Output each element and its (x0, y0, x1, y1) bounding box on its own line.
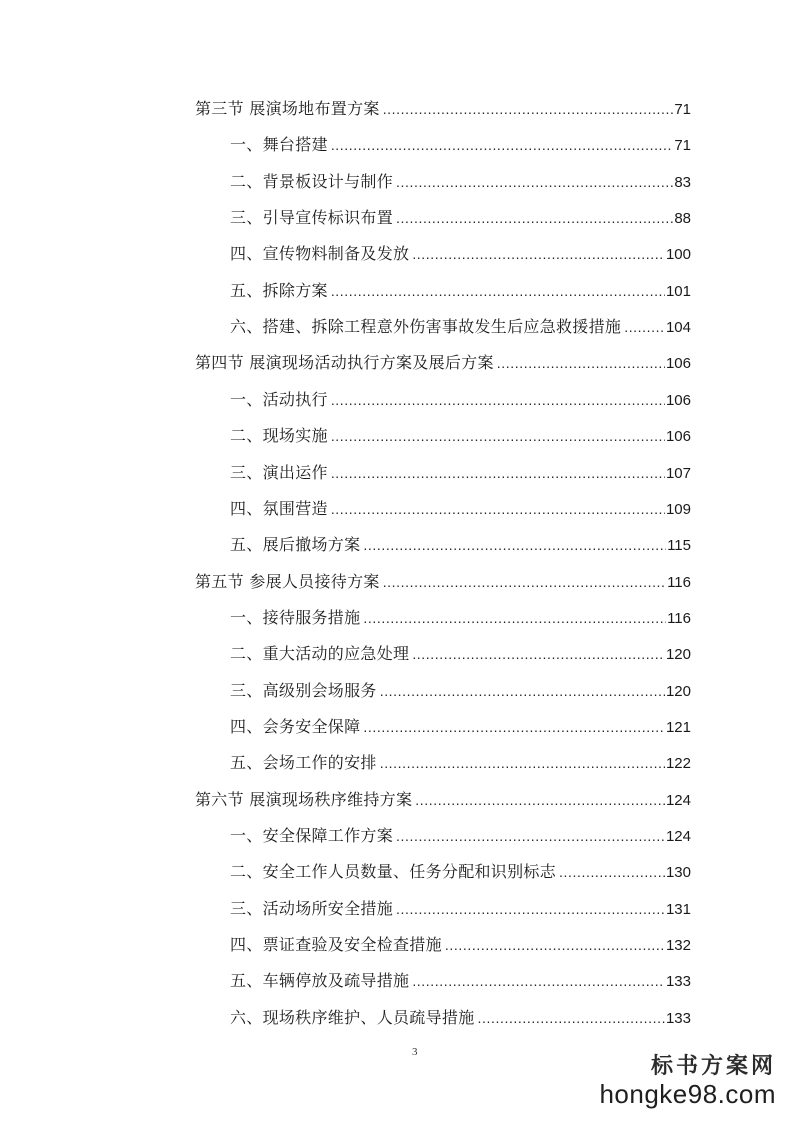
toc-subsection-entry[interactable] (230, 244, 691, 264)
toc-entry-page: 100 (665, 246, 691, 264)
toc-subsection-entry[interactable] (230, 208, 691, 228)
toc-dot-leader (380, 681, 665, 701)
toc-entry-page: 106 (665, 355, 691, 373)
watermark-logo (599, 1053, 776, 1109)
toc-subsection-entry[interactable] (230, 426, 691, 446)
toc-dot-leader (412, 244, 665, 264)
toc-entry-page: 124 (665, 828, 691, 845)
toc-dot-leader (559, 862, 665, 882)
toc-entry-page: 88 (674, 210, 691, 228)
toc-dot-leader (497, 353, 665, 373)
toc-entry-title: 五、展后撤场方案 (230, 535, 361, 555)
toc-entry-title: 六、搭建、拆除工程意外伤害事故发生后应急救援措施 (230, 317, 622, 337)
toc-dot-leader (396, 899, 665, 919)
toc-entry-page: 133 (665, 1009, 691, 1027)
toc-entry-page: 116 (667, 609, 691, 627)
toc-entry-page: 116 (667, 573, 691, 591)
toc-entry-page: 106 (665, 428, 691, 446)
toc-entry-title: 第六节 展演现场秩序维持方案 (195, 789, 413, 809)
toc-entry-title: 第三节 展演场地布置方案 (195, 99, 380, 118)
toc-entry-title: 第四节 展演现场活动执行方案及展后方案 (195, 353, 494, 373)
toc-section-entry[interactable] (195, 99, 691, 119)
toc-subsection-entry[interactable] (230, 681, 691, 701)
toc-entry-title: 五、拆除方案 (230, 280, 328, 300)
toc-entry-title: 一、舞台搭建 (230, 135, 328, 155)
toc-subsection-entry[interactable] (230, 281, 691, 301)
toc-entry-page: 107 (665, 464, 691, 482)
toc-entry-page: 121 (665, 718, 691, 736)
toc-subsection-entry[interactable] (230, 390, 691, 410)
toc-entry-title: 一、活动执行 (230, 389, 328, 409)
toc-entry-page: 71 (674, 137, 691, 155)
toc-entry-title: 三、演出运作 (230, 462, 328, 482)
toc-subsection-entry[interactable] (230, 971, 691, 991)
toc-section-entry[interactable] (195, 353, 691, 373)
toc-dot-leader (363, 535, 666, 555)
toc-subsection-entry[interactable] (230, 862, 691, 882)
toc-subsection-entry[interactable] (230, 317, 691, 337)
toc-dot-leader (331, 281, 665, 301)
toc-entry-title: 二、重大活动的应急处理 (230, 644, 410, 664)
toc-entry-title: 三、高级别会场服务 (230, 680, 377, 700)
toc-entry-page: 132 (665, 937, 691, 955)
toc-entry-title: 二、安全工作人员数量、任务分配和识别标志 (230, 862, 557, 882)
toc-entry-page: 104 (665, 319, 691, 337)
toc-entry-title: 六、现场秩序维护、人员疏导措施 (230, 1007, 475, 1027)
toc-entry-page: 120 (665, 682, 691, 700)
toc-subsection-entry[interactable] (230, 753, 691, 773)
toc-entry-title: 四、氛围营造 (230, 498, 328, 518)
toc-dot-leader (624, 317, 665, 337)
toc-subsection-entry[interactable] (230, 608, 691, 628)
toc-dot-leader (445, 935, 665, 955)
toc-dot-leader (415, 790, 665, 810)
toc-dot-leader (396, 172, 673, 192)
toc-dot-leader (478, 1008, 665, 1028)
toc-entry-title: 四、会务安全保障 (230, 716, 361, 736)
toc-dot-leader (380, 753, 665, 773)
toc-entry-title: 二、现场实施 (230, 426, 328, 446)
toc-entry-title: 三、活动场所安全措施 (230, 898, 394, 918)
toc-subsection-entry[interactable] (230, 717, 691, 737)
toc-entry-page: 109 (665, 500, 691, 518)
toc-entry-page: 83 (674, 173, 691, 191)
toc-entry-title: 五、车辆停放及疏导措施 (230, 971, 410, 991)
toc-dot-leader (331, 135, 674, 155)
watermark-url: hongke98.com (599, 1079, 776, 1109)
toc-entry-title: 一、安全保障工作方案 (230, 826, 394, 845)
toc-subsection-entry[interactable] (230, 899, 691, 919)
watermark-name: 标书方案网 (650, 1053, 776, 1079)
toc-subsection-entry[interactable] (230, 1008, 691, 1028)
toc-entry-page: 106 (665, 391, 691, 409)
toc-dot-leader (331, 499, 665, 519)
toc-subsection-entry[interactable] (230, 644, 691, 664)
toc-dot-leader (383, 99, 674, 119)
toc-dot-leader (331, 390, 665, 410)
toc-subsection-entry[interactable] (230, 935, 691, 955)
toc-dot-leader (331, 426, 665, 446)
toc-entry-page: 133 (665, 973, 691, 991)
toc-entry-page: 115 (667, 537, 691, 555)
toc-dot-leader (412, 971, 665, 991)
toc-entry-page: 71 (674, 101, 691, 118)
toc-dot-leader (396, 208, 673, 228)
toc-entry-title: 第五节 参展人员接待方案 (195, 571, 380, 591)
toc-entry-page: 120 (665, 646, 691, 664)
toc-entry-title: 二、背景板设计与制作 (230, 171, 394, 191)
page-number: 3 (412, 1046, 418, 1058)
toc-section-entry[interactable] (195, 790, 691, 810)
toc-dot-leader (363, 717, 665, 737)
toc-entry-page: 122 (665, 755, 691, 773)
toc-subsection-entry[interactable] (230, 499, 691, 519)
toc-subsection-entry[interactable] (230, 826, 691, 846)
toc-entry-title: 四、票证查验及安全检查措施 (230, 935, 442, 955)
toc-entry-page: 130 (665, 864, 691, 882)
toc-subsection-entry[interactable] (230, 172, 691, 192)
toc-entry-title: 五、会场工作的安排 (230, 753, 377, 773)
toc-dot-leader (412, 644, 665, 664)
toc-entry-title: 三、引导宣传标识布置 (230, 208, 394, 228)
toc-entry-page: 124 (665, 791, 691, 809)
toc-entry-page: 101 (665, 282, 691, 300)
toc-dot-leader (383, 572, 666, 592)
toc-dot-leader (396, 826, 665, 846)
toc-dot-leader (331, 463, 665, 483)
toc-entry-page: 131 (665, 900, 691, 918)
toc-entry-title: 一、接待服务措施 (230, 607, 361, 627)
toc-entry-title: 四、宣传物料制备及发放 (230, 244, 410, 264)
toc-subsection-entry[interactable] (230, 535, 691, 555)
toc-dot-leader (363, 608, 666, 628)
toc-subsection-entry[interactable] (230, 135, 691, 155)
toc-section-entry[interactable] (195, 572, 691, 592)
toc-subsection-entry[interactable] (230, 463, 691, 483)
